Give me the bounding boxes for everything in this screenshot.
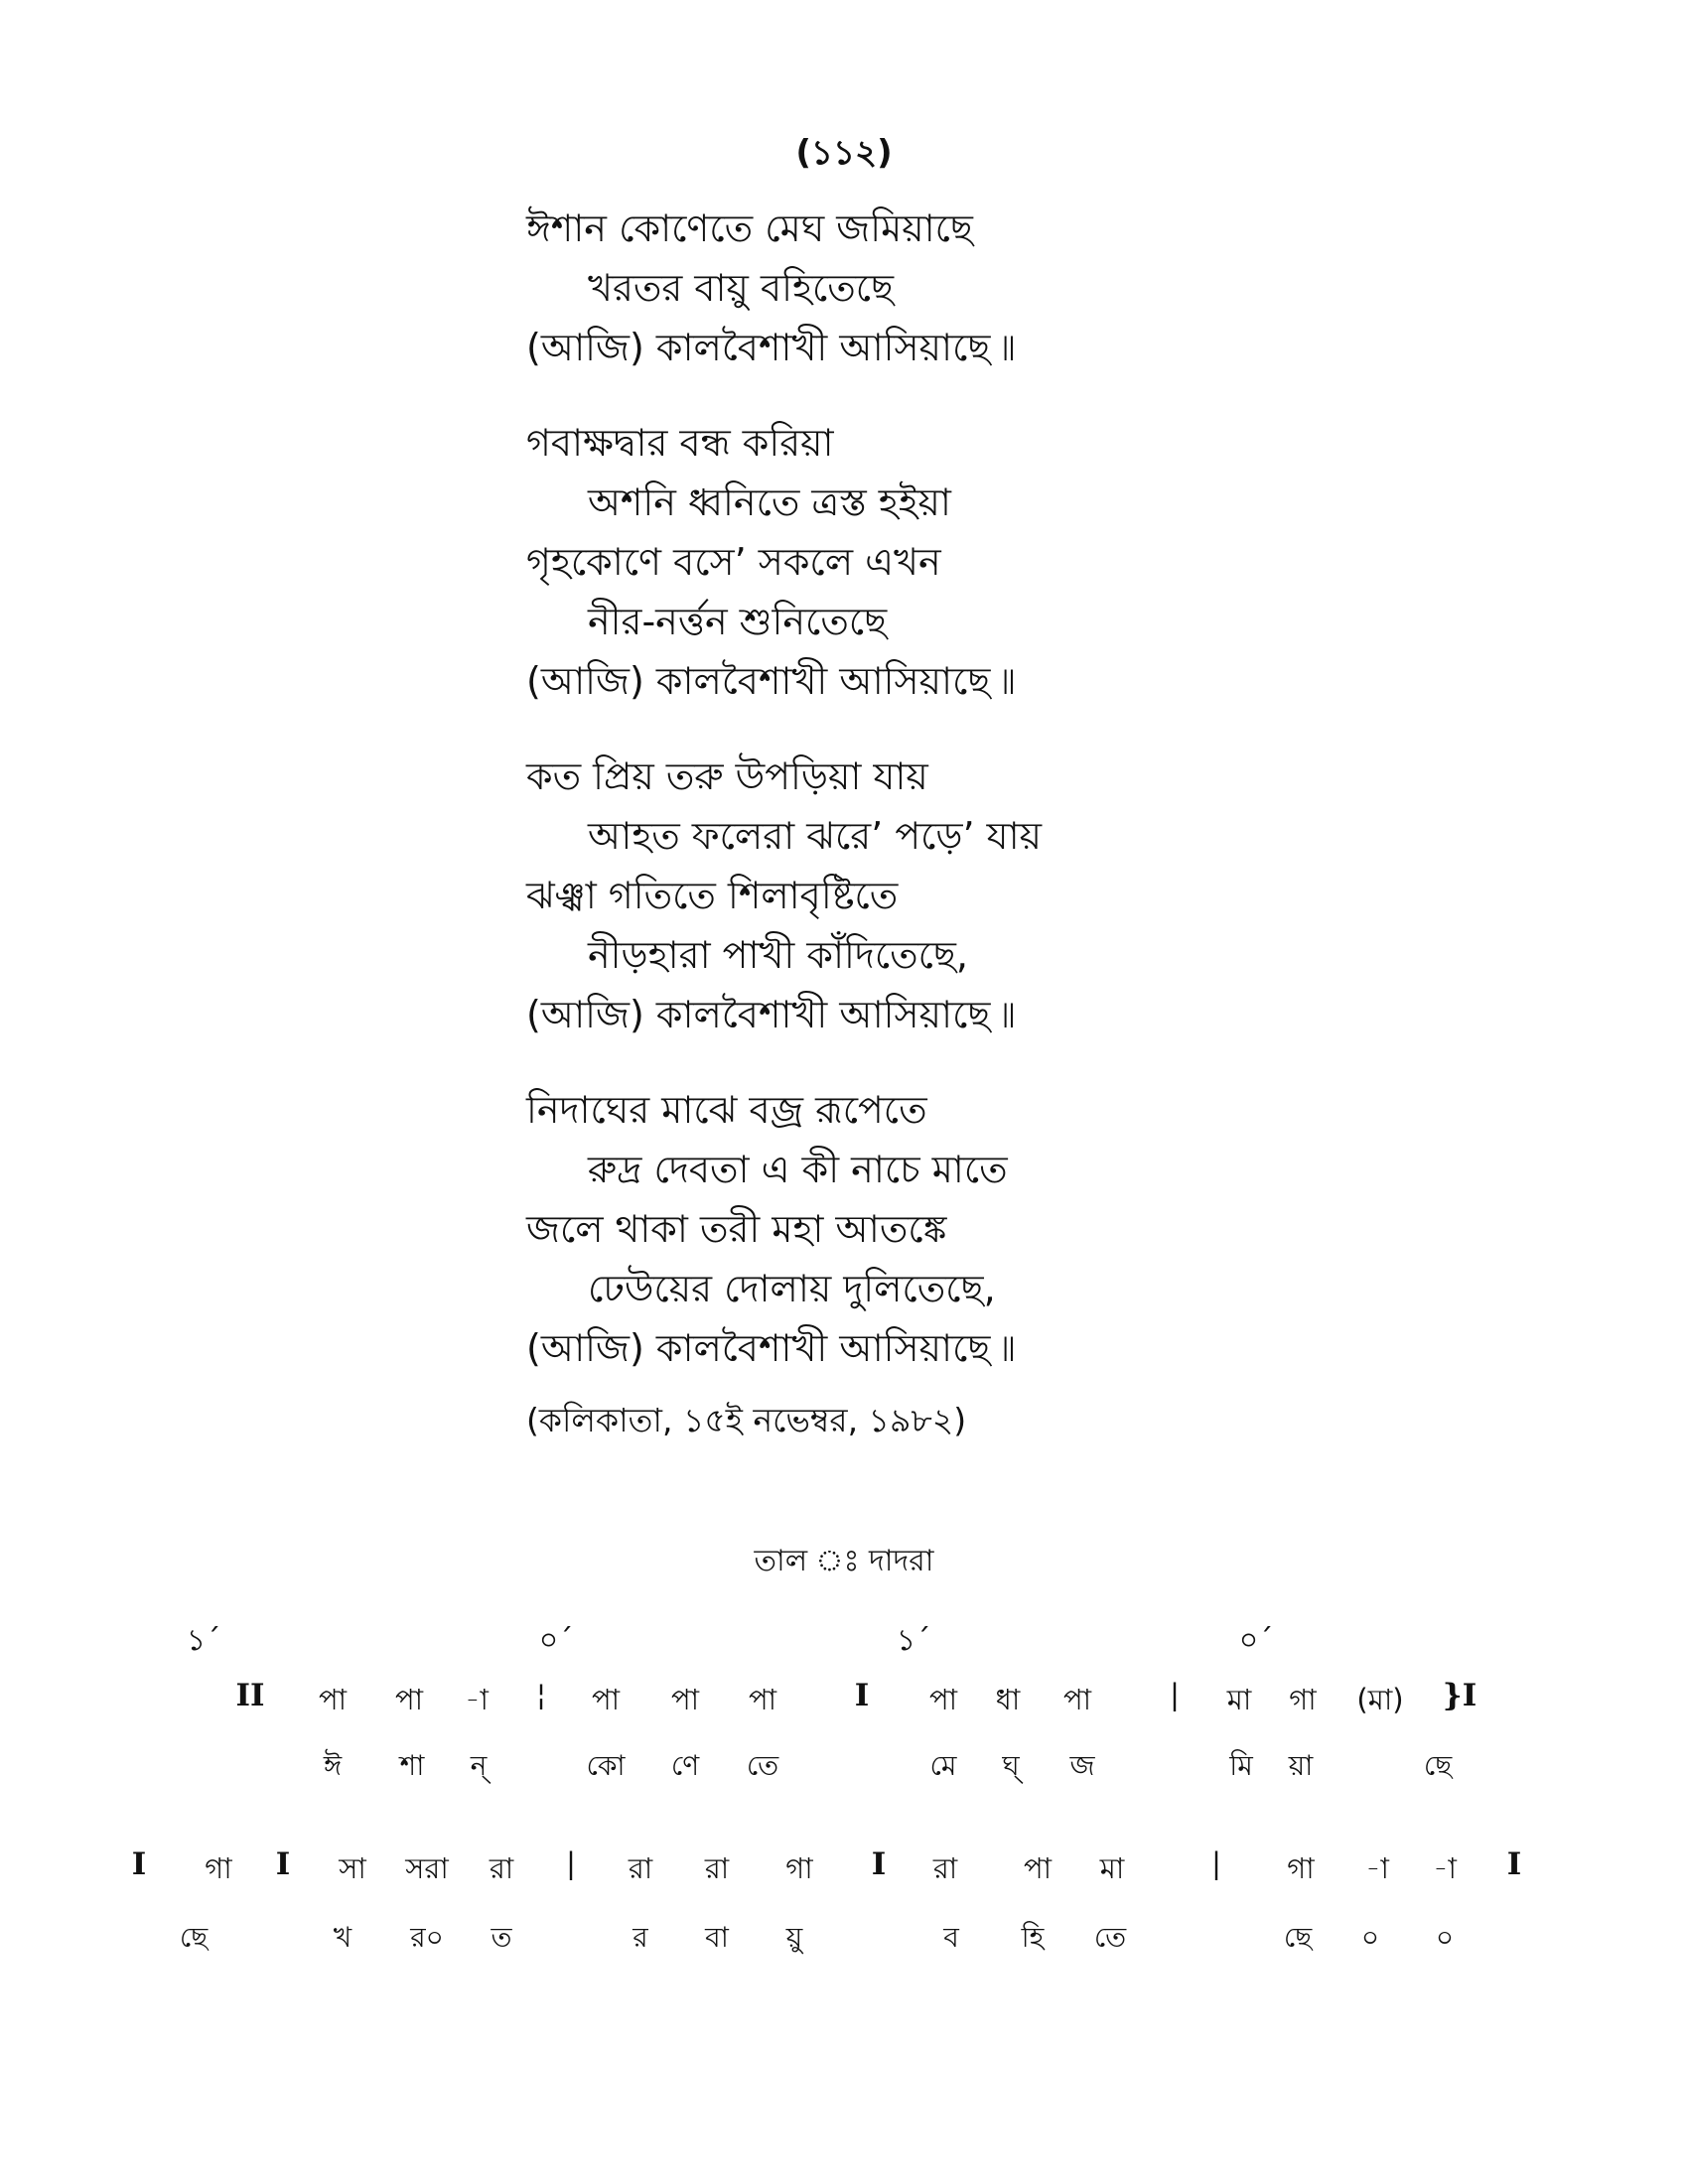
notation-lyric: ০ <box>1360 1921 1380 1954</box>
beat-marker: ১´ <box>896 1623 931 1658</box>
poem-line: (আজি) কালবৈশাখী আসিয়াছে ৷৷ <box>526 326 1016 369</box>
bar-line: I <box>871 1846 887 1882</box>
bar-line: ¦ <box>536 1678 546 1711</box>
poem-line: গৃহকোণে বসে’ সকলে এখন <box>526 540 941 584</box>
bar-line: I <box>854 1678 870 1713</box>
notation-note: রা <box>704 1851 730 1885</box>
notation-note: পা <box>394 1683 424 1716</box>
notation-note: সা <box>339 1851 366 1885</box>
notation-lyric: য়ু <box>785 1921 803 1954</box>
notation-note: রা <box>628 1851 653 1885</box>
notation-lyric: শা <box>399 1749 425 1782</box>
notation-lyric: ০ <box>1435 1921 1455 1954</box>
notation-note: (মা) <box>1356 1683 1404 1716</box>
notation-note: পা <box>1023 1851 1053 1885</box>
notation-lyric: কো <box>586 1749 626 1782</box>
poem-line: (আজি) কালবৈশাখী আসিয়াছে ৷৷ <box>526 1326 1016 1370</box>
notation-note: -া <box>1433 1851 1457 1885</box>
notation-note: -া <box>465 1683 489 1716</box>
notation-lyric: ব <box>943 1921 959 1954</box>
poem-line: নীড়হারা পাখী কাঁদিতেছে, <box>588 933 968 977</box>
poem-line: ঈশান কোণেতে মেঘ জমিয়াছে <box>526 206 973 250</box>
poem-line: নিদাঘের মাঝে বজ্র রূপেতে <box>526 1088 927 1132</box>
bar-line: }I <box>1442 1678 1477 1713</box>
bar-line: | <box>1211 1846 1221 1880</box>
notation-note: -া <box>1365 1851 1389 1885</box>
notation-lyric: য়া <box>1288 1749 1314 1782</box>
notation-note: সরা <box>405 1851 449 1885</box>
notation-lyric: খ <box>333 1921 352 1954</box>
poem-line: কত প্রিয় তরু উপড়িয়া যায় <box>526 754 928 798</box>
notation-lyric: মে <box>929 1749 957 1782</box>
notation-lyric: ত <box>491 1921 512 1954</box>
notation-lyric: বা <box>705 1921 729 1954</box>
notation-note: পা <box>591 1683 621 1716</box>
date-line: (কলিকাতা, ১৫ই নভেম্বর, ১৯৮২) <box>526 1401 967 1439</box>
notation-lyric: তে <box>1093 1921 1127 1954</box>
notation-lyric: তে <box>746 1749 779 1782</box>
beat-marker: ১´ <box>186 1623 221 1658</box>
notation-note: গা <box>1289 1683 1317 1716</box>
notation-note: গা <box>205 1851 232 1885</box>
poem-line: আহত ফলেরা ঝরে’ পড়ে’ যায় <box>588 814 1042 858</box>
notation-lyric: হি <box>1021 1921 1045 1954</box>
notation-note: রা <box>932 1851 958 1885</box>
notation-note: গা <box>785 1851 813 1885</box>
notation-note: মা <box>1099 1851 1125 1885</box>
notation-lyric: ছে <box>1423 1749 1453 1782</box>
poem-line: (আজি) কালবৈশাখী আসিয়াছে ৷৷ <box>526 993 1016 1036</box>
notation-lyric: মি <box>1229 1749 1253 1782</box>
page-number: (১১২) <box>795 133 893 173</box>
poem-line: খরতর বায়ু বহিতেছে <box>588 266 895 310</box>
notation-note: ধা <box>995 1683 1021 1716</box>
poem-line: নীর-নর্ত্তন শুনিতেছে <box>588 600 888 643</box>
notation-lyric: ঈ <box>323 1749 343 1782</box>
notation-note: গা <box>1287 1851 1315 1885</box>
notation-note: পা <box>670 1683 700 1716</box>
poem-line: ঢেউয়ের দোলায় দুলিতেছে, <box>588 1267 996 1310</box>
notation-lyric: র <box>633 1921 648 1954</box>
bar-line: I <box>1506 1846 1522 1882</box>
notation-note: পা <box>318 1683 348 1716</box>
notation-lyric: ন্ <box>470 1749 488 1782</box>
notation-lyric: র০ <box>410 1921 444 1954</box>
notation-lyric: ছে <box>1283 1921 1313 1954</box>
bar-line: II <box>235 1678 265 1713</box>
bar-line: I <box>275 1846 291 1882</box>
notation-note: পা <box>1062 1683 1092 1716</box>
taal-label: তাল ঃ দাদরা <box>754 1544 934 1578</box>
beat-marker: ০´ <box>538 1623 574 1658</box>
notation-note: পা <box>748 1683 777 1716</box>
poem-line: গবাক্ষদ্বার বন্ধ করিয়া <box>526 421 834 465</box>
poem-line: ঝঞ্ঝা গতিতে শিলাবৃষ্টিতে <box>526 874 899 917</box>
bar-line: | <box>1170 1678 1180 1711</box>
notation-note: পা <box>928 1683 958 1716</box>
notation-note: মা <box>1226 1683 1252 1716</box>
poem-line: (আজি) কালবৈশাখী আসিয়াছে ৷৷ <box>526 659 1016 703</box>
notation-note: রা <box>489 1851 514 1885</box>
poem-line: রুদ্র দেবতা এ কী নাচে মাতে <box>588 1148 1008 1191</box>
poem-line: জলে থাকা তরী মহা আতঙ্কে <box>526 1207 947 1251</box>
notation-lyric: জ <box>1069 1749 1095 1782</box>
bar-line: I <box>131 1846 147 1882</box>
notation-lyric: ঘ্ <box>1002 1749 1020 1782</box>
notation-lyric: ণে <box>670 1749 700 1782</box>
beat-marker: ০´ <box>1238 1623 1274 1658</box>
notation-lyric: ছে <box>179 1921 209 1954</box>
bar-line: | <box>566 1846 576 1880</box>
poem-line: অশনি ধ্বনিতে ত্রস্ত হইয়া <box>588 480 951 524</box>
